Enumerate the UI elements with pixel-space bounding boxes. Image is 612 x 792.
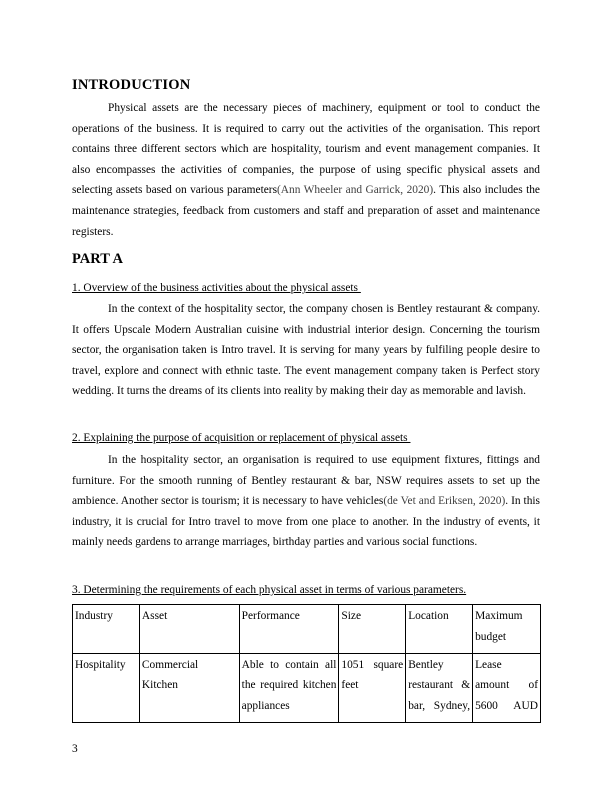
header-cell: Maximum budget xyxy=(473,605,541,654)
table-cell: Hospitality xyxy=(73,653,140,722)
section-2-text: In the hospitality sector, an organisation is required to use equipment fixtures, fittings and furniture. For the smooth running of Bentley restaurant & bar, NSW requires assets to set up the ambience. Another sector is tourism; it is necessary to have vehicles xyxy=(72,454,540,508)
header-cell: Asset xyxy=(139,605,239,654)
page-number: 3 xyxy=(72,743,78,755)
header-cell: Size xyxy=(339,605,406,654)
introduction-heading: INTRODUCTION xyxy=(72,77,191,93)
intro-citation: (Ann Wheeler and Garrick, 2020) xyxy=(277,184,434,197)
section-2-paragraph xyxy=(72,450,540,553)
table-cell: 1051 square feet xyxy=(339,653,406,722)
section-2-text-end: . In this industry, it is crucial for Intro travel to move from one place to another. In the industry of events, it mainly needs gardens to arrange marriages, birthday parties and various social functions. xyxy=(72,495,540,549)
section-2-citation: (de Vet and Eriksen, 2020) xyxy=(383,495,506,508)
introduction-paragraph xyxy=(72,98,540,242)
table-header-row xyxy=(73,605,541,654)
section-1-paragraph: In the context of the hospitality sector, the company chosen is Bentley restaurant & company. It offers Upscale Modern Australian cuisine with industrial interior design. Concerning the tourism sector, the organisation taken is Intro travel. It is serving for many years by fulfiling people desire to travel, explore and connect with ethnic taste. The event management company taken is Perfect story wedding. It turns the dreams of its clients into reality by making their day as memorable and lavish. xyxy=(72,303,540,398)
section-3-title: 3. Determining the requirements of each physical asset in terms of various parameters. xyxy=(72,584,467,596)
table-cell: Lease amount of 5600 AUD xyxy=(473,653,541,722)
asset-requirements-table xyxy=(72,604,541,723)
table-cell: Commercial Kitchen xyxy=(139,653,239,722)
intro-text: Physical assets are the necessary pieces of machinery, equipment or tool to conduct the operations of the business. It is required to carry out the activities of the organisation. This report contains three different sectors which are hospitality, tourism and event management companies. It also encompasses the activities of companies, the purpose of using specific physical assets and selecting assets based on various parameters xyxy=(72,102,540,197)
table-cell: Bentley restaurant & bar, Sydney, xyxy=(406,653,473,722)
part-a-heading: PART A xyxy=(72,251,123,267)
intro-text-end: . This also includes the maintenance strategies, feedback from customers and staff and preparation of asset and maintenance registers. xyxy=(72,184,540,238)
header-cell: Performance xyxy=(239,605,339,654)
header-cell: Location xyxy=(406,605,473,654)
table-row xyxy=(73,653,541,722)
table-cell: Able to contain all the required kitchen appliances xyxy=(239,653,339,722)
header-cell: Industry xyxy=(73,605,140,654)
section-2-title: 2. Explaining the purpose of acquisition or replacement of physical assets xyxy=(72,432,411,444)
section-1-title: 1. Overview of the business activities about the physical assets xyxy=(72,282,361,294)
